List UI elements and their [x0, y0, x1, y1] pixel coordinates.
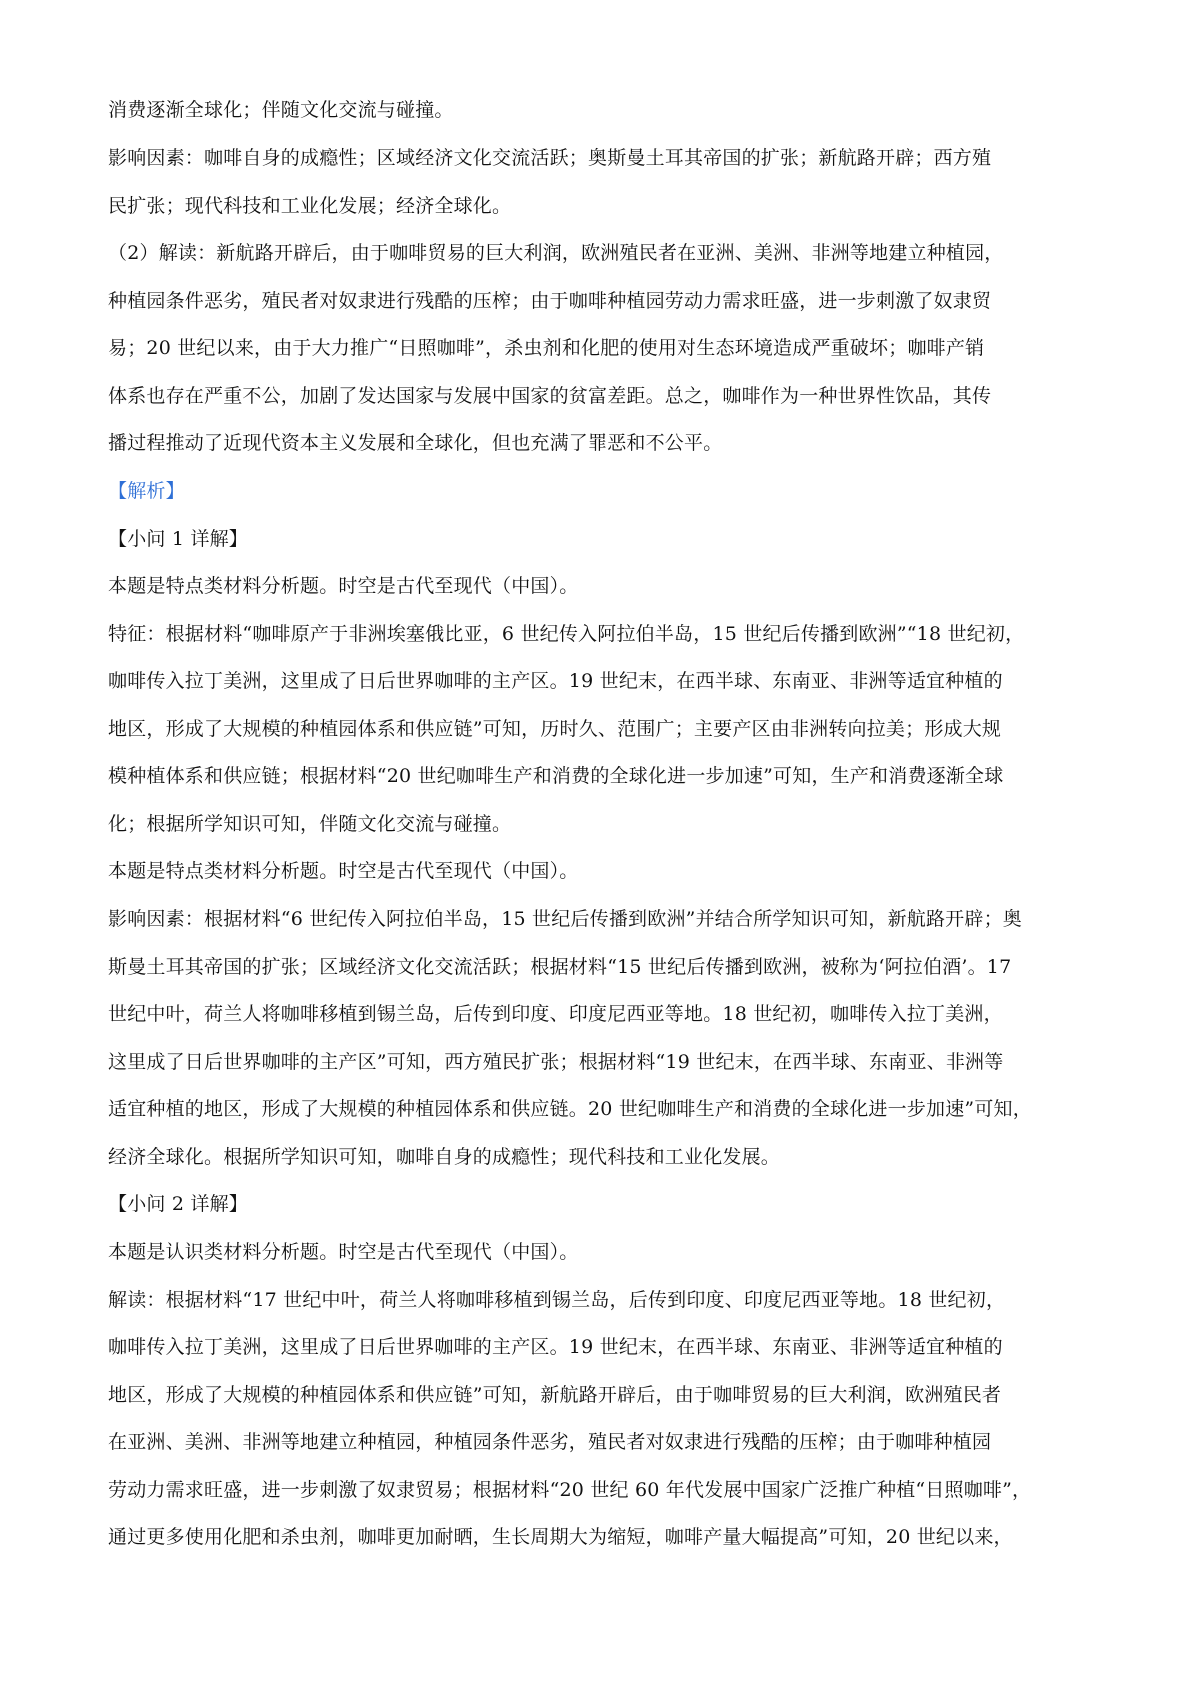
text-line: 体系也存在严重不公，加剧了发达国家与发展中国家的贫富差距。总之，咖啡作为一种世界性饮品，其传 [108, 385, 992, 407]
text-line: 咖啡传入拉丁美洲，这里成了日后世界咖啡的主产区。19 世纪末，在西半球、东南亚、非洲等适宜种植的 [108, 1336, 1003, 1358]
text-line: 影响因素：根据材料“6 世纪传入阿拉伯半岛，15 世纪后传播到欧洲”并结合所学知识可知，新航路开辟；奥 [108, 908, 1022, 930]
text-line: 特征：根据材料“咖啡原产于非洲埃塞俄比亚，6 世纪传入阿拉伯半岛，15 世纪后传播到欧洲”“18 世纪初， [108, 623, 1025, 645]
section-heading-q2: 【小问 2 详解】 [108, 1193, 248, 1215]
text-line: 地区，形成了大规模的种植园体系和供应链”可知，新航路开辟后，由于咖啡贸易的巨大利润，欧洲殖民者 [108, 1384, 1002, 1406]
section-heading-q1: 【小问 1 详解】 [108, 528, 248, 550]
text-line: 播过程推动了近现代资本主义发展和全球化，但也充满了罪恶和不公平。 [108, 432, 723, 454]
text-line: 消费逐渐全球化；伴随文化交流与碰撞。 [108, 99, 454, 121]
text-line: 解读：根据材料“17 世纪中叶，荷兰人将咖啡移植到锡兰岛，后传到印度、印度尼西亚等地。18 世纪初， [108, 1289, 1006, 1311]
text-line: 通过更多使用化肥和杀虫剂，咖啡更加耐晒，生长周期大为缩短，咖啡产量大幅提高”可知，20 世纪以来， [108, 1526, 1013, 1548]
text-line: 化；根据所学知识可知，伴随文化交流与碰撞。 [108, 813, 512, 835]
text-line: 世纪中叶，荷兰人将咖啡移植到锡兰岛，后传到印度、印度尼西亚等地。18 世纪初，咖啡传入拉丁美洲， [108, 1003, 1003, 1025]
text-line: 劳动力需求旺盛，进一步刺激了奴隶贸易；根据材料“20 世纪 60 年代发展中国家广泛推广种植“日照咖啡”， [108, 1479, 1032, 1501]
text-line: 本题是特点类材料分析题。时空是古代至现代（中国）。 [108, 575, 579, 597]
analysis-heading: 【解析】 [108, 480, 185, 502]
text-line: 经济全球化。根据所学知识可知，咖啡自身的成瘾性；现代科技和工业化发展。 [108, 1146, 781, 1168]
text-line: 易；20 世纪以来，由于大力推广“日照咖啡”，杀虫剂和化肥的使用对生态环境造成严重破坏；咖啡产销 [108, 337, 985, 359]
text-line: 本题是特点类材料分析题。时空是古代至现代（中国）。 [108, 860, 579, 882]
text-line: 适宜种植的地区，形成了大规模的种植园体系和供应链。20 世纪咖啡生产和消费的全球化进一步加速”可知， [108, 1098, 1032, 1120]
text-line: （2）解读：新航路开辟后，由于咖啡贸易的巨大利润，欧洲殖民者在亚洲、美洲、非洲等地建立种植园， [108, 242, 1004, 264]
text-line: 民扩张；现代科技和工业化发展；经济全球化。 [108, 195, 512, 217]
text-line: 模种植体系和供应链；根据材料“20 世纪咖啡生产和消费的全球化进一步加速”可知，生产和消费逐渐全球 [108, 765, 1004, 787]
text-line: 咖啡传入拉丁美洲，这里成了日后世界咖啡的主产区。19 世纪末，在西半球、东南亚、非洲等适宜种植的 [108, 670, 1003, 692]
text-line: 这里成了日后世界咖啡的主产区”可知，西方殖民扩张；根据材料“19 世纪末，在西半球、东南亚、非洲等 [108, 1051, 1004, 1073]
text-line: 种植园条件恶劣，殖民者对奴隶进行残酷的压榨；由于咖啡种植园劳动力需求旺盛，进一步刺激了奴隶贸 [108, 290, 992, 312]
text-line: 在亚洲、美洲、非洲等地建立种植园，种植园条件恶劣，殖民者对奴隶进行残酷的压榨；由于咖啡种植园 [108, 1431, 992, 1453]
text-line: 斯曼土耳其帝国的扩张；区域经济文化交流活跃；根据材料“15 世纪后传播到欧洲，被称为‘阿拉伯酒’。17 [108, 956, 1012, 978]
text-line: 本题是认识类材料分析题。时空是古代至现代（中国）。 [108, 1241, 579, 1263]
text-line: 影响因素：咖啡自身的成瘾性；区域经济文化交流活跃；奥斯曼土耳其帝国的扩张；新航路开辟；西方殖 [108, 147, 992, 169]
text-line: 地区，形成了大规模的种植园体系和供应链”可知，历时久、范围广；主要产区由非洲转向拉美；形成大规 [108, 718, 1002, 740]
